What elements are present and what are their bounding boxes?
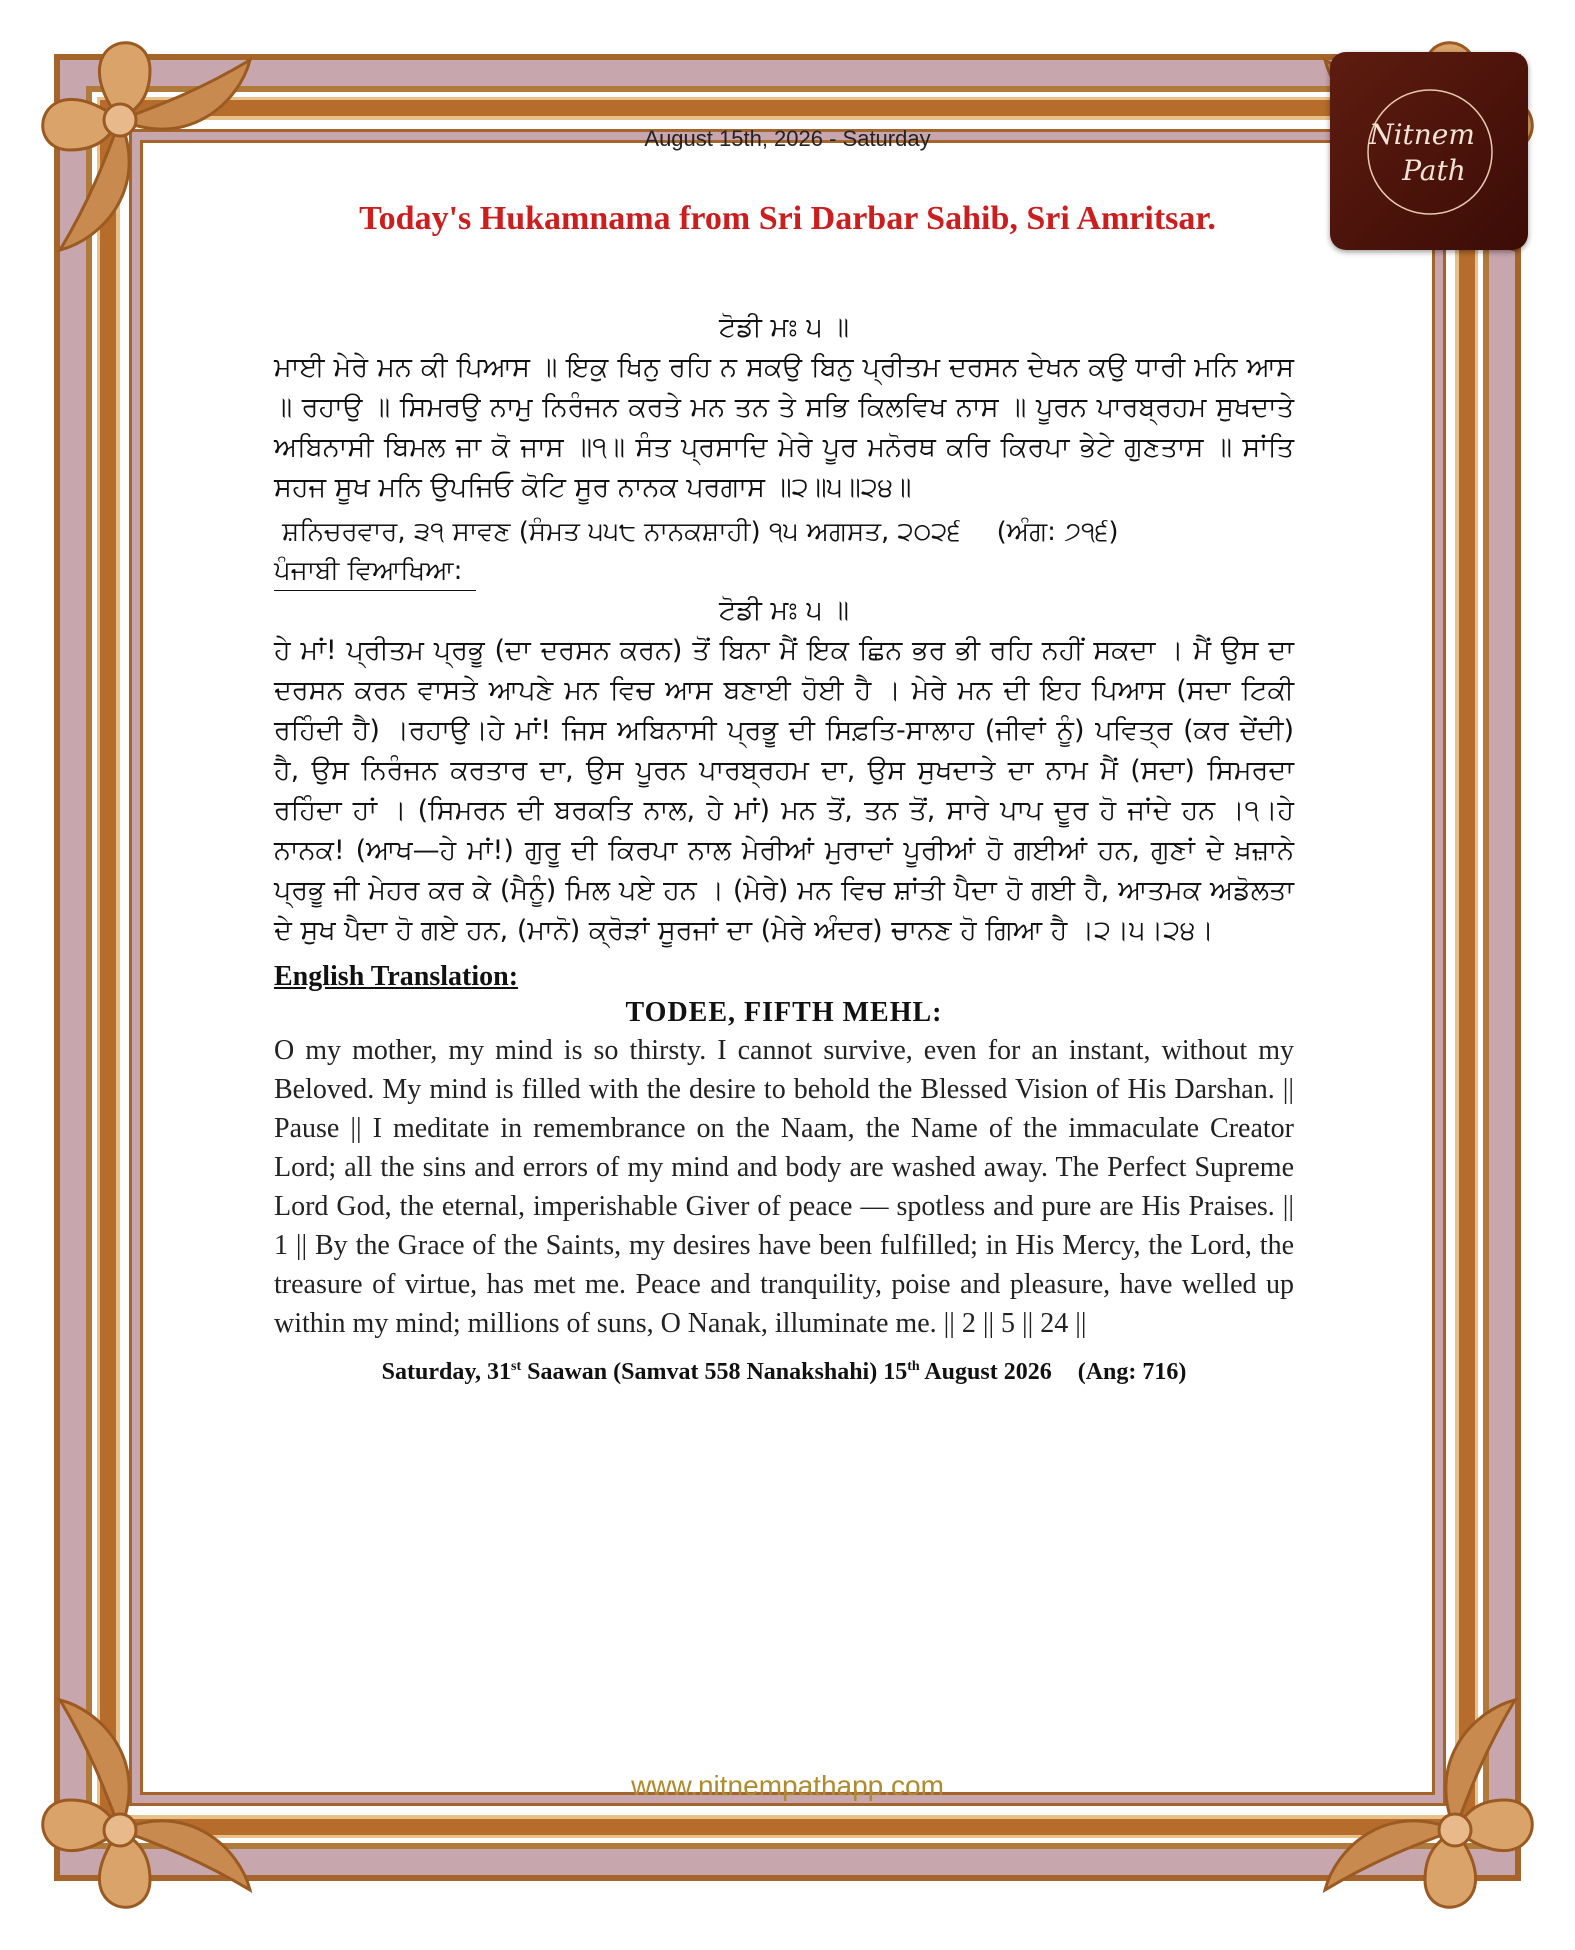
english-translation-heading: English Translation: — [274, 961, 519, 992]
english-date-part: August 2026 — [919, 1359, 1052, 1385]
english-date-suffix: th — [907, 1359, 920, 1374]
punjabi-date-line — [282, 512, 1294, 552]
page-title: Today's Hukamnama from Sri Darbar Sahib, Sri Amritsar. — [359, 200, 1216, 237]
website-link[interactable]: www.nitnempathapp.com — [631, 1770, 944, 1801]
shabad-heading: ਟੋਡੀ ਮਃ ੫ ॥ — [718, 312, 850, 343]
corner-bow-icon — [1295, 1670, 1575, 1950]
english-translation-text: O my mother, my mind is so thirsty. I cannot survive, even for an instant, without my Beloved. My mind is filled with the desire to behold the Blessed Vision of His Darshan. || Pause || I meditate in remembrance on the Naam, the Name of the immaculate Creator Lord; all the sins and errors of my mind and body are washed away. The Perfect Supreme Lord God, the eternal, imperishable Giver of peace — spotless and pure are His Praises. || 1 || By the Grace of the Saints, my desires have been fulfilled; in His Mercy, the Lord, the treasure of virtue, has met me. Peace and tranquility, poise and pleasure, have welled up within my mind; millions of suns, O Nanak, illuminate me. || 2 || 5 || 24 || — [274, 1035, 1294, 1339]
punjabi-explanation-heading: ਪੰਜਾਬੀ ਵਿਆਖਿਆ: — [274, 552, 476, 591]
shabad-text: ਮਾਈ ਮੇਰੇ ਮਨ ਕੀ ਪਿਆਸ ॥ ਇਕੁ ਖਿਨੁ ਰਹਿ ਨ ਸਕਉ ਬਿਨੁ ਪ੍ਰੀਤਮ ਦਰਸਨ ਦੇਖਨ ਕਉ ਧਾਰੀ ਮਨਿ ਆਸ ॥ ਰਹਾਉ ॥ ਸਿਮਰਉ ਨਾਮੁ ਨਿਰੰਜਨ ਕਰਤੇ ਮਨ ਤਨ ਤੇ ਸਭਿ ਕਿਲਵਿਖ ਨਾਸ ॥ ਪੂਰਨ ਪਾਰਬ੍ਰਹਮ ਸੁਖਦਾਤੇ ਅਬਿਨਾਸੀ ਬਿਮਲ ਜਾ ਕੋ ਜਾਸ ॥੧॥ ਸੰਤ ਪ੍ਰਸਾਦਿ ਮੇਰੇ ਪੂਰ ਮਨੋਰਥ ਕਰਿ ਕਿਰਪਾ ਭੇਟੇ ਗੁਣਤਾਸ ॥ ਸਾਂਤਿ ਸਹਜ ਸੂਖ ਮਨਿ ਉਪਜਿਓ ਕੋਟਿ ਸੂਰ ਨਾਨਕ ਪਰਗਾਸ ॥੨॥੫॥੨੪॥ — [274, 352, 1294, 503]
corner-bow-icon — [0, 1670, 280, 1950]
punjabi-ang: (ਅੰਗ: ੭੧੬) — [996, 517, 1119, 547]
english-date-part: Saawan (Samvat 558 Nanakshahi) 15 — [521, 1359, 908, 1385]
logo-text-nitnem: Nitnem — [1369, 118, 1475, 151]
punjabi-explanation-text: ਹੇ ਮਾਂ! ਪ੍ਰੀਤਮ ਪ੍ਰਭੂ (ਦਾ ਦਰਸਨ ਕਰਨ) ਤੋਂ ਬਿਨਾ ਮੈਂ ਇਕ ਛਿਨ ਭਰ ਭੀ ਰਹਿ ਨਹੀਂ ਸਕਦਾ । ਮੈਂ ਉਸ ਦਾ ਦਰਸਨ ਕਰਨ ਵਾਸਤੇ ਆਪਣੇ ਮਨ ਵਿਚ ਆਸ ਬਣਾਈ ਹੋਈ ਹੈ । ਮੇਰੇ ਮਨ ਦੀ ਇਹ ਪਿਆਸ (ਸਦਾ ਟਿਕੀ ਰਹਿੰਦੀ ਹੈ) ।ਰਹਾਉ।ਹੇ ਮਾਂ! ਜਿਸ ਅਬਿਨਾਸੀ ਪ੍ਰਭੂ ਦੀ ਸਿਫ਼ਤਿ-ਸਾਲਾਹ (ਜੀਵਾਂ ਨੂੰ) ਪਵਿਤ੍ਰ (ਕਰ ਦੇਂਦੀ) ਹੈ, ਉਸ ਨਿਰੰਜਨ ਕਰਤਾਰ ਦਾ, ਉਸ ਪੂਰਨ ਪਾਰਬ੍ਰਹਮ ਦਾ, ਉਸ ਸੁਖਦਾਤੇ ਦਾ ਨਾਮ ਮੈਂ (ਸਦਾ) ਸਿਮਰਦਾ ਰਹਿੰਦਾ ਹਾਂ । (ਸਿਮਰਨ ਦੀ ਬਰਕਤਿ ਨਾਲ, ਹੇ ਮਾਂ) ਮਨ ਤੋਂ, ਤਨ ਤੋਂ, ਸਾਰੇ ਪਾਪ ਦੂਰ ਹੋ ਜਾਂਦੇ ਹਨ ।੧।ਹੇ ਨਾਨਕ! (ਆਖ—ਹੇ ਮਾਂ!) ਗੁਰੂ ਦੀ ਕਿਰਪਾ ਨਾਲ ਮੇਰੀਆਂ ਮੁਰਾਦਾਂ ਪੂਰੀਆਂ ਹੋ ਗਈਆਂ ਹਨ, ਗੁਣਾਂ ਦੇ ਖ਼ਜ਼ਾਨੇ ਪ੍ਰਭੂ ਜੀ ਮੇਹਰ ਕਰ ਕੇ (ਮੈਨੂੰ) ਮਿਲ ਪਏ ਹਨ । (ਮੇਰੇ) ਮਨ ਵਿਚ ਸ਼ਾਂਤੀ ਪੈਦਾ ਹੋ ਗਈ ਹੈ, ਆਤਮਕ ਅਡੋਲਤਾ ਦੇ ਸੁਖ ਪੈਦਾ ਹੋ ਗਏ ਹਨ, (ਮਾਨੋ) ਕ੍ਰੋੜਾਂ ਸੂਰਜਾਂ ਦਾ (ਮੇਰੇ ਅੰਦਰ) ਚਾਨਣ ਹੋ ਗਿਆ ਹੈ ।੨।੫।੨੪। — [274, 635, 1294, 946]
english-subheading: TODEE, FIFTH MEHL: — [625, 997, 943, 1028]
header-date: August 15th, 2026 - Saturday — [644, 126, 931, 151]
punjabi-subheading: ਟੋਡੀ ਮਃ ੫ ॥ — [718, 595, 850, 626]
punjabi-date: ਸ਼ਨਿਚਰਵਾਰ, ੩੧ ਸਾਵਣ (ਸੰਮਤ ੫੫੮ ਨਾਨਕਸ਼ਾਹੀ) ੧੫ ਅਗਸਤ, ੨੦੨੬ — [282, 517, 961, 547]
english-ang: (Ang: 716) — [1077, 1359, 1187, 1385]
english-date-line — [274, 1359, 1294, 1386]
main-content — [274, 308, 1294, 1386]
english-date-suffix: st — [511, 1359, 522, 1374]
logo-text-path: Path — [1402, 154, 1466, 187]
english-date-part: Saturday, 31 — [381, 1359, 511, 1385]
